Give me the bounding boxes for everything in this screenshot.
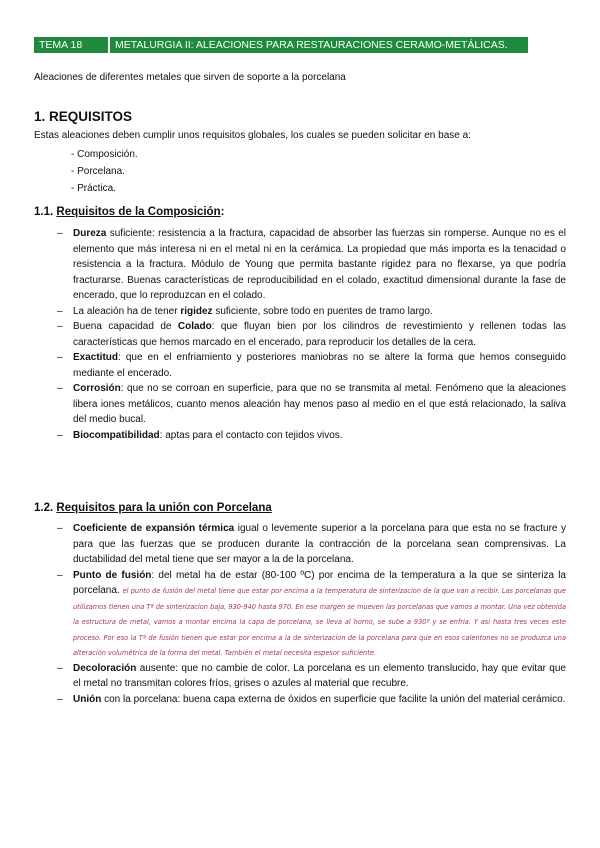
section-title: Requisitos para la unión con Porcelana: [56, 502, 272, 514]
handwritten-note: el punto de fusión del metal tiene que estar por encima a la temperatura de sinterizacion de la que van a recibir. Las porcelanas que utilizamos tienen una Tª de sinterizacion baja, 930-940 hasta 970. En ese margen se mueven las porcelanas que vamos a montar. Una vez obtenida la estructura de metal, vamos a montar encima la capa de porcelana, se lleva al horno, se sube a 930º y se enfria. Y asi hasta tres veces este proceso. Por eso la Tª de fusión tienen que estar por encima a la de sinterizacion de la porcelana para que en esos calentones no se produzca una alteración volumétrica de la forma del metal. También el metal necesita espesor suficiente.: [73, 587, 566, 657]
term: Coeficiente de expansión térmica: [73, 523, 235, 534]
term: Corrosión: [73, 383, 121, 394]
topic-title: METALURGIA II: ALEACIONES PARA RESTAURACIONES CERAMO-METÁLICAS.: [110, 37, 528, 53]
topic-number: TEMA 18: [34, 37, 110, 53]
intro-text: Aleaciones de diferentes metales que sirven de soporte a la porcelana: [34, 72, 346, 83]
term: Colado: [177, 321, 212, 332]
requirements-list: [71, 146, 138, 197]
section-number: 1.2.: [34, 502, 57, 514]
list-item: – Punto de fusión: del metal ha de estar (80-100 ºC) por encima de la temperatura a la que se sinteriza la porcelana. el punto de fusión del metal tiene que estar por encima a la temperatura de sinterizacion de la que van a recibir. Las porcelanas que utilizamos tienen una Tª de sinterizacion baja, 930-940 hasta 970. En ese margen se mueven las porcelanas que vamos a montar. Una vez obtenida la estructura de metal, vamos a montar encima la capa de porcelana, se lleva al horno, se sube a 930º y se enfria. Y asi hasta tres veces este proceso. Por eso la Tª de fusión tienen que estar por encima a la de sinterizacion de la porcelana para que en esos calentones no se produzca una alteración volumétrica de la forma del metal. También el metal necesita espesor suficiente.: [57, 569, 566, 657]
list-item: – Decoloración ausente: que no cambie de color. La porcelana es un elemento translucido, hay que evitar que el metal no transmitan colores fríos, grises o azules al material que recubre.: [57, 662, 566, 689]
list-item: – Coeficiente de expansión térmica igual o levemente superior a la porcelana para que esta no se fracture y para que las fuerzas que se producen durante la contracción de la porcelana sean comprensivas. La ductabilidad del metal tiene que ser mayor a la de la porcelana.: [57, 523, 566, 565]
composition-bullets: [34, 226, 566, 443]
section-1-2-heading: [34, 502, 272, 514]
term: Dureza: [73, 228, 107, 239]
list-item: - Práctica.: [71, 183, 117, 194]
term: Biocompatibilidad: [73, 429, 160, 441]
section-colon: :: [220, 206, 225, 218]
list-item: – Exactitud: que en el enfriamiento y posteriores maniobras no se altere la forma que hemos conseguido mediante el encerado.: [57, 352, 566, 379]
list-item: – Unión con la porcelana: buena capa externa de óxidos en superficie que facilite la unión del material cerámico.: [57, 693, 566, 705]
list-item: – Buena capacidad de Colado: que fluyan bien por los cilindros de revestimiento y rellenen todas las características que hemos marcado en el encerado, para reproducir los detalles de la cera.: [57, 321, 567, 348]
list-item: - Porcelana.: [71, 166, 125, 177]
list-item: – Biocompatibilidad: aptas para el contacto con tejidos vivos.: [57, 429, 343, 441]
list-item: – Corrosión: que no se corroan en superficie, para que no se transmita al metal. Fenómeno que la aleaciones libera iones metálicos, cuanto menos aleación hay menos paso al medio en el que está relacionado, la saliva del medio bucal.: [57, 383, 566, 425]
term: Punto de fusión: [73, 569, 152, 581]
porcelain-bullets: [34, 521, 566, 707]
term: Exactitud: [73, 352, 119, 363]
section-1-text: Estas aleaciones deben cumplir unos requisitos globales, los cuales se pueden solicitar en base a:: [34, 130, 471, 141]
section-number: 1.1.: [34, 206, 57, 218]
list-item: – Dureza suficiente: resistencia a la fractura, capacidad de absorber las fuerzas sin romperse. Aunque no es el elemento que más interesa ni en el metal ni en la cerámica. La propiedad que más importa es la tenacidad o resistencia a la fractura. Módulo de Young que permita bastante rigidez para no flexarse, ya que podría fracturarse. Buenas características de reproducibilidad en el colado, exactitud dimensional durante la fase de encerado, que lo reproduzcan en el colado.: [57, 228, 566, 301]
list-item: – La aleación ha de tener rigidez suficiente, sobre todo en puentes de tramo largo.: [57, 305, 433, 317]
document-header: [34, 37, 528, 53]
section-title: Requisitos de la Composición: [56, 206, 221, 218]
term: Unión: [73, 693, 102, 705]
term: Decoloración: [73, 662, 137, 674]
term: rigidez: [180, 305, 213, 317]
list-item: - Composición.: [71, 149, 138, 160]
section-1-heading: 1. REQUISITOS: [34, 109, 133, 124]
section-1-1-heading: [34, 206, 224, 218]
